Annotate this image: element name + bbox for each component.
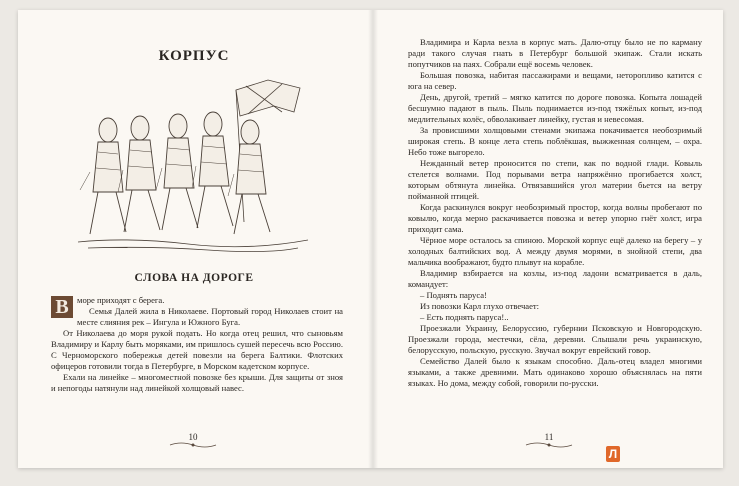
right-page: Владимира и Карла везла в корпус мать. Далю-отцу было не по карману ради такого случая гнать в Петербург большой экипаж. Стали искать попутчиков на паях. Собрали ещё восемь человек. Большая повозка, набитая пассажирами и вещами, неторопливо катится с юга на север. День, другой, третий – мягко катится по дороге повозка. Копыта лошадей бесшумно падают в пыль. Пыль поднимается из-под тяжёлых копыт, из-под медлительных колёс, обволакивает линейку, густая и невесомая. За провисшими холщовыми стенами экипажа покачивается необозримый широкая степь. В конце лета степь поблёкшая, выжженная солнцем, – охра. Небо тоже выгорело. Нежданный ветер проносится по степи, как по водной глади. Ковыль стелется волнами. Под порывами ветра напряжённо прогибается холст, которым обтянута линейка. Отвязавшийся угол материи бьется на ветру пойманной птицей. Когда раскинулся вокруг необозримый простор, когда волны пробегают по ковылю, когда мерно раскачивается повозка и ветер упорно гнёт холст, игра приходит сама. Чёрное море осталось за спиною. Морской корпус ещё далеко на берегу – у холодных балтийских вод. А между двумя морями, в знойной степи, два мальчика воображают, будто плывут на корабле. Владимир взбирается на козлы, из-под ладони всматривается в даль, командует: – Поднять паруса! Из повозки Карл глухо отвечает: – Есть поднять паруса!.. Проезжали Украину, Белоруссию, губернии Псковскую и Новгородскую. Проезжали города, местечки, сёла, деревни. Слышали речь украинскую, белорусскую, польскую, русскую. Звучал вокруг еврейский говор. Семейство Далей было к языкам способно. Даль-отец владел многими языками, а также древними. Мать одинаково хорошо объяснялась на пяти языках. Но дома, между собой, говорили по-русски. 11 bbox=[376, 10, 723, 468]
labirint-watermark-badge: Л bbox=[606, 446, 620, 462]
paragraph: Большая повозка, набитая пассажирами и вещами, неторопливо катится с юга на север. bbox=[408, 70, 702, 91]
folio-ornament bbox=[524, 440, 574, 450]
paragraph: Нежданный ветер проносится по степи, как по водной глади. Ковыль стелется волнами. Под порывами ветра напряжённо прогибается холст, которым обтянута линейка. Отвязавшийся угол материи бьется на ветру пойманной птицей. bbox=[408, 158, 702, 201]
paragraph: За провисшими холщовыми стенами экипажа покачивается необозримый широкая степь. В конце лета степь поблёкшая, выжженная солнцем, – охра. Небо тоже выгорело. bbox=[408, 125, 702, 157]
dialogue-line: – Поднять паруса! bbox=[420, 290, 487, 300]
dialogue-line: – Есть поднять паруса!.. bbox=[420, 312, 509, 322]
marching-cadets-illustration bbox=[68, 72, 318, 257]
opening-paragraph: В море приходят с берега. bbox=[51, 295, 343, 306]
drop-cap: В bbox=[51, 296, 73, 318]
left-page: КОРПУС СЛОВА НА ДОРОГЕ В море приходят с берега. Семья Далей жила в Николаеве. Портовый город Николаев стоит на месте слияния рек – Ингула и Южного Буга. От Николаева до моря рукой подать. Но когда отец решил, что сыновьям Владимиру и Карлу быть моряками, им пришлось сушей пересечь всю Россию. С Черноморского побережья детей повезли на берега Балтики. Флотских офицеров готовили тогда в Петербурге, в Морском кадетском корпусе. Ехали на линейке – многоместной повозке без крыши. Для защиты от зноя и непогоды натянули над линейкой холщовый навес. 10 bbox=[18, 10, 370, 468]
paragraph: От Николаева до моря рукой подать. Но когда отец решил, что сыновьям Владимиру и Карлу быть моряками, им пришлось сушей пересечь всю Россию. С Черноморского побережья детей повезли на берега Балтики. Флотских офицеров готовили тогда в Петербурге, в Морском кадетском корпусе. bbox=[51, 328, 343, 371]
paragraph: Владимира и Карла везла в корпус мать. Далю-отцу было не по карману ради такого случая гнать в Петербург большой экипаж. Стали искать попутчиков на паях. Собрали ещё восемь человек. bbox=[408, 37, 702, 69]
folio-ornament bbox=[168, 440, 218, 450]
cadet-figure-1 bbox=[90, 118, 126, 234]
paragraph: Семья Далей жила в Николаеве. Портовый город Николаев стоит на месте слияния рек – Ингула и Южного Буга. bbox=[77, 306, 343, 327]
chapter-title: КОРПУС bbox=[158, 48, 230, 64]
paragraph: Когда раскинулся вокруг необозримый простор, когда волны пробегают по ковылю, когда мерно раскачивается повозка и ветер упорно гнёт холст, игра приходит сама. bbox=[408, 202, 702, 234]
paragraph: Владимир взбирается на козлы, из-под ладони всматривается в даль, командует: bbox=[408, 268, 702, 289]
section-title: СЛОВА НА ДОРОГЕ bbox=[134, 272, 254, 284]
left-page-text bbox=[51, 295, 343, 394]
paragraph: День, другой, третий – мягко катится по дороге повозка. Копыта лошадей бесшумно падают в пыль. Пыль поднимается из-под тяжёлых копыт, из-под медлительных колёс, обволакивает линейку, густая и невесомая. bbox=[408, 92, 702, 124]
paragraph: Ехали на линейке – многоместной повозке без крыши. Для защиты от зноя и непогоды натянули над линейкой холщовый навес. bbox=[51, 372, 343, 393]
paragraph: Семейство Далей было к языкам способно. Даль-отец владел многими языками, а также древними. Мать одинаково хорошо объяснялась на пяти языках. Но дома, между собой, говорили по-русски. bbox=[408, 356, 702, 388]
right-page-text bbox=[408, 37, 702, 389]
paragraph: Из повозки Карл глухо отвечает: bbox=[420, 301, 540, 311]
paragraph: Проезжали Украину, Белоруссию, губернии Псковскую и Новгородскую. Проезжали города, местечки, сёла, деревни. Слышали речь украинскую, белорусскую, польскую, русскую. Звучал вокруг еврейский говор. bbox=[408, 323, 702, 355]
book-spread bbox=[18, 10, 723, 468]
paragraph: Чёрное море осталось за спиною. Морской корпус ещё далеко на берегу – у холодных балтийских вод. А между двумя морями, в знойной степи, два мальчика воображают, будто плывут на корабле. bbox=[408, 235, 702, 267]
